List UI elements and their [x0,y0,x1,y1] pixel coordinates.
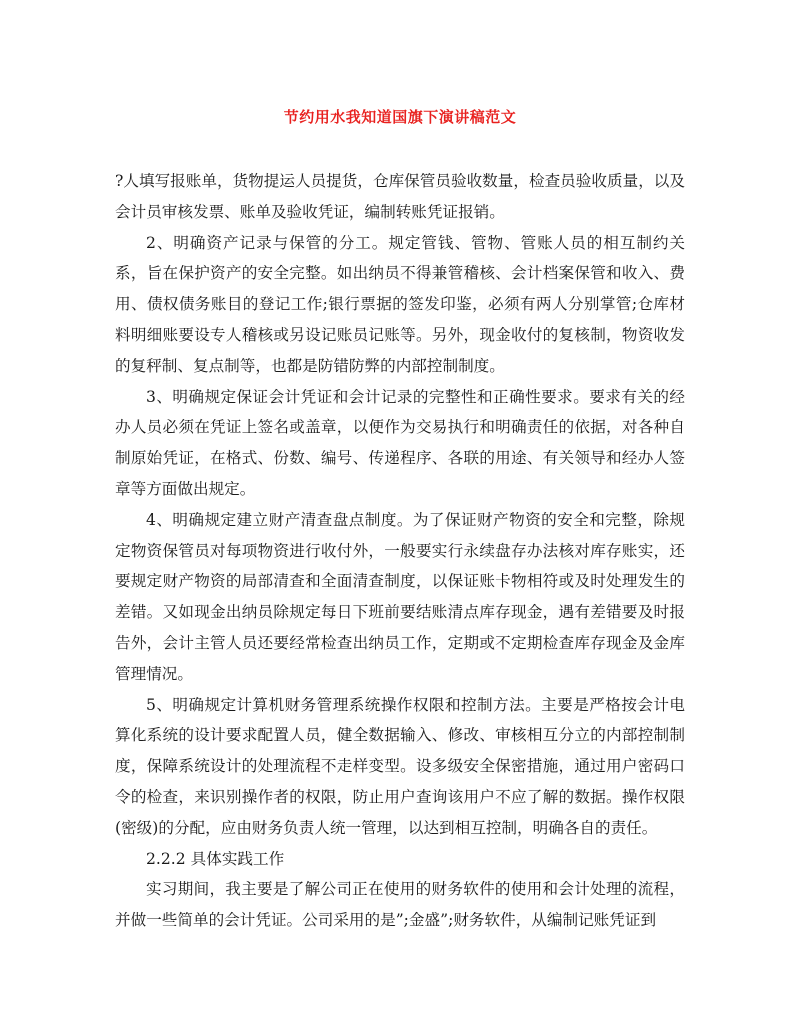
paragraph-asset-custody: 2、明确资产记录与保管的分工。规定管钱、管物、管账人员的相互制约关系，旨在保护资产的安全完整。如出纳员不得兼管稽核、会计档案保管和收入、费用、债权债务账目的登记工作;银行票据的签发印鉴，必须有两人分别掌管;仓库材料明细账要设专人稽核或另设记账员记账等。另外，现金收付的复核制，物资收发的复秤制、复点制等，也都是防错防弊的内部控制制度。 [115,233,685,375]
paragraph-inventory-check: 4、明确规定建立财产清查盘点制度。为了保证财产物资的安全和完整，除规定物资保管员对每项物资进行收付外，一般要实行永续盘存办法核对库存账实，还要规定财产物资的局部清查和全面清查制度，以保证账卡物相符或及时处理发生的差错。又如现金出纳员除规定每日下班前要结账清点库存现金，遇有差错要及时报告外，会计主管人员还要经常检查出纳员工作，定期或不定期检查库存现金及金库管理情况。 [115,510,685,683]
paragraph-system-permissions: 5、明确规定计算机财务管理系统操作权限和控制方法。主要是严格按会计电算化系统的设计要求配置人员，健全数据输入、修改、审核相互分立的内部控制制度，保障系统设计的处理流程不走样变型。设多级安全保密措施，通过用户密码口令的检查，来识别操作者的权限，防止用户查询该用户不应了解的数据。操作权限(密级)的分配，应由财务负责人统一管理，以达到相互控制，明确各自的责任。 [115,695,685,837]
paragraph-continuation: ?人填写报账单，货物提运人员提货，仓库保管员验收数量，检查员验收质量，以及会计员审核发票、账单及验收凭证，编制转账凭证报销。 [115,172,685,221]
document-body [115,166,685,936]
section-heading: 2.2.2 具体实践工作 [146,849,285,868]
paragraph-internship: 实习期间，我主要是了解公司正在使用的财务软件的使用和会计处理的流程，并做一些简单的会计凭证。公司采用的是”;金盛”;财务软件，从编制记账凭证到 [115,880,685,930]
paragraph-voucher-integrity: 3、明确规定保证会计凭证和会计记录的完整性和正确性要求。要求有关的经办人员必须在凭证上签名或盖章，以便作为交易执行和明确责任的依据，对各种自制原始凭证，在格式、份数、编号、传递程序、各联的用途、有关领导和经办人签章等方面做出规定。 [115,387,685,498]
document-title: 节约用水我知道国旗下演讲稿范文 [283,108,517,126]
